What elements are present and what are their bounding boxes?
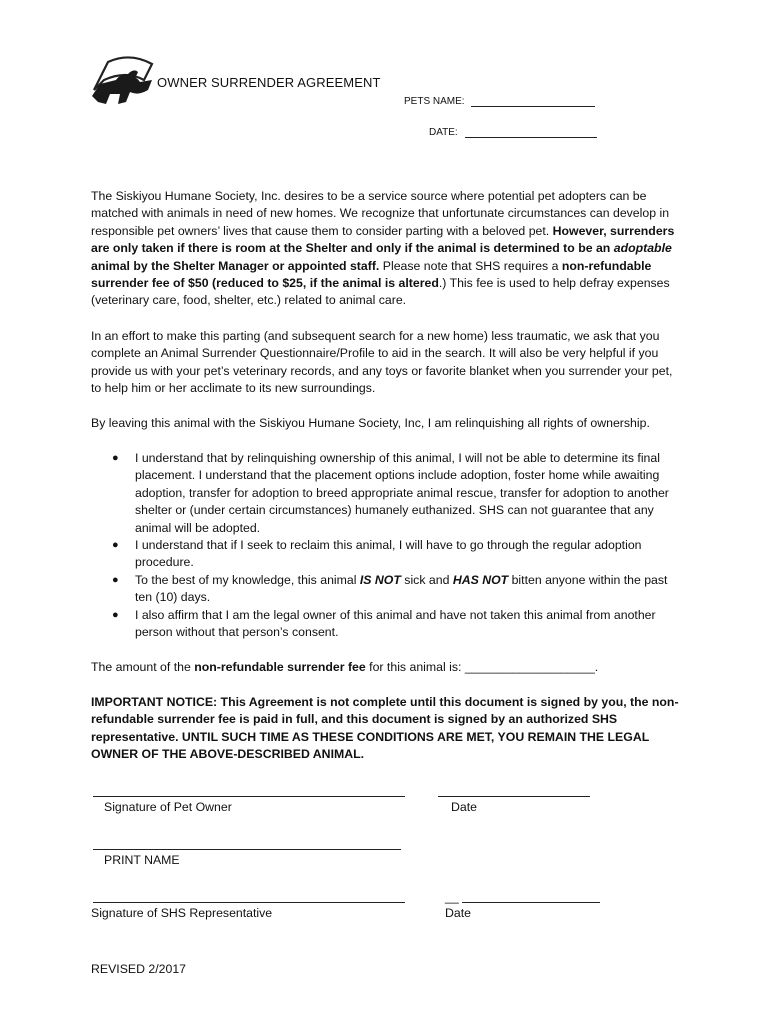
p2-text: In an effort to make this parting (and subsequent search for a new home) less traumatic, we ask that you complete an Animal Surrender Questionnaire/Profile to aid in the search. It will also be very helpful if you provide us with your pet’s veterinary records, and any toys or favorite blanket when you surrender your pet, to help him or her acclimate to its new surroundings. bbox=[91, 329, 673, 396]
date-input-line[interactable] bbox=[465, 126, 597, 138]
pets-name-input-line[interactable] bbox=[471, 95, 595, 107]
has-not-emphasis: HAS NOT bbox=[452, 572, 509, 587]
owner-signature-label: Signature of Pet Owner bbox=[104, 800, 232, 814]
notice-text: IMPORTANT NOTICE: This Agreement is not complete until this document is signed by you, the non-refundable surrender fee is paid in full, and this document is signed by an authorized SHS representative. UNTIL SUCH TIME AS THESE CONDITIONS ARE MET, YOU REMAIN THE LEGAL OWNER OF THE ABOVE-DESCRIBED ANIMAL. bbox=[91, 695, 679, 762]
bullet-text: I understand that if I seek to reclaim this animal, I will have to go through the regular adoption procedure. bbox=[135, 538, 642, 570]
terms-list bbox=[91, 450, 683, 641]
bullet-text: I understand that by relinquishing ownership of this animal, I will not be able to determine its final placement. I understand that the placement options include adoption, foster home while awaiting adoption, transfer for adoption to breed appropriate animal rescue, transfer for adoption to another shelter or (under certain circumstances) humanely euthanized. SHS can not guarantee that any animal will be adopted. bbox=[135, 451, 669, 535]
list-item: ● To the best of my knowledge, this animal IS NOT sick and HAS NOT bitten anyone within the past ten (10) days. bbox=[112, 572, 668, 605]
bullet-text: bitten anyone within the past ten (10) days. bbox=[135, 572, 668, 605]
bullet-text: sick and bbox=[400, 572, 453, 587]
fee-bold: non-refundable surrender fee bbox=[194, 660, 366, 674]
print-name-label: PRINT NAME bbox=[104, 853, 180, 867]
fee-blank[interactable]: for this animal is: ___________________. bbox=[365, 660, 599, 674]
print-name-line[interactable] bbox=[93, 849, 401, 850]
date-field bbox=[429, 126, 597, 138]
relinquish-paragraph bbox=[91, 415, 683, 432]
p1-fee-bold: non-refundable surrender fee of $50 (reduced to $25, if the animal is altered bbox=[91, 258, 652, 291]
is-not-emphasis: IS NOT bbox=[359, 572, 401, 587]
p1-text-3: .) This fee is used to help defray expenses (veterinary care, food, shelter, etc.) related to animal care. bbox=[91, 276, 670, 308]
shs-date-prefix: __ bbox=[445, 890, 459, 904]
p1-text-2: Please note that SHS requires a bbox=[379, 258, 562, 273]
list-item: ● I understand that by relinquishing ownership of this animal, I will not be able to determine its final placement. I understand that the placement options include adoption, foster home while awaiting adoption, transfer for adoption to breed appropriate animal rescue, transfer for adoption to another shelter or (under certain circumstances) humanely euthanized. SHS can not guarantee that any animal will be adopted. bbox=[112, 451, 669, 535]
document-title: OWNER SURRENDER AGREEMENT bbox=[157, 75, 381, 90]
owner-signature-line[interactable] bbox=[93, 796, 405, 797]
shs-signature-label: Signature of SHS Representative bbox=[91, 906, 273, 920]
intro-paragraph bbox=[91, 188, 683, 310]
pets-name-field bbox=[404, 95, 595, 107]
p1-adoptable: adoptable bbox=[613, 241, 672, 256]
owner-date-label: Date bbox=[451, 800, 477, 814]
pets-name-label: PETS NAME: bbox=[404, 96, 465, 107]
shs-date-line[interactable] bbox=[462, 902, 600, 903]
parting-paragraph bbox=[91, 328, 683, 398]
owner-date-line[interactable] bbox=[438, 796, 590, 797]
fee-amount-line bbox=[91, 659, 683, 676]
list-item: ● I understand that if I seek to reclaim this animal, I will have to go through the regular adoption procedure. bbox=[112, 538, 642, 570]
p1-text: The Siskiyou Humane Society, Inc. desires to be a service source where potential pet adopters can be matched with animals in need of new homes. We recognize that unfortunate circumstances can develop in responsible pet owners’ lives that cause them to consider parting with a beloved pet. bbox=[91, 189, 670, 238]
bullet-text: To the best of my knowledge, this animal bbox=[135, 572, 360, 587]
fee-text: The amount of the bbox=[91, 660, 195, 674]
important-notice bbox=[91, 694, 683, 764]
p3-text: By leaving this animal with the Siskiyou Humane Society, Inc, I am relinquishing all rights of ownership. bbox=[91, 416, 650, 430]
bullet-text: I also affirm that I am the legal owner of this animal and have not taken this animal from another person without that person’s consent. bbox=[135, 607, 656, 640]
date-label: DATE: bbox=[429, 127, 458, 138]
shs-signature-line[interactable] bbox=[93, 902, 405, 903]
p1-bold: However, surrenders are only taken if there is room at the Shelter and only if the animal is determined to be an bbox=[91, 223, 675, 256]
p1-bold-2: animal by the Shelter Manager or appointed staff. bbox=[91, 258, 380, 273]
shs-date-label: Date bbox=[445, 906, 471, 920]
humane-society-logo bbox=[90, 50, 158, 108]
list-item: ● I also affirm that I am the legal owner of this animal and have not taken this animal from another person without that person’s consent. bbox=[112, 607, 656, 640]
revision-note: REVISED 2/2017 bbox=[91, 962, 187, 976]
